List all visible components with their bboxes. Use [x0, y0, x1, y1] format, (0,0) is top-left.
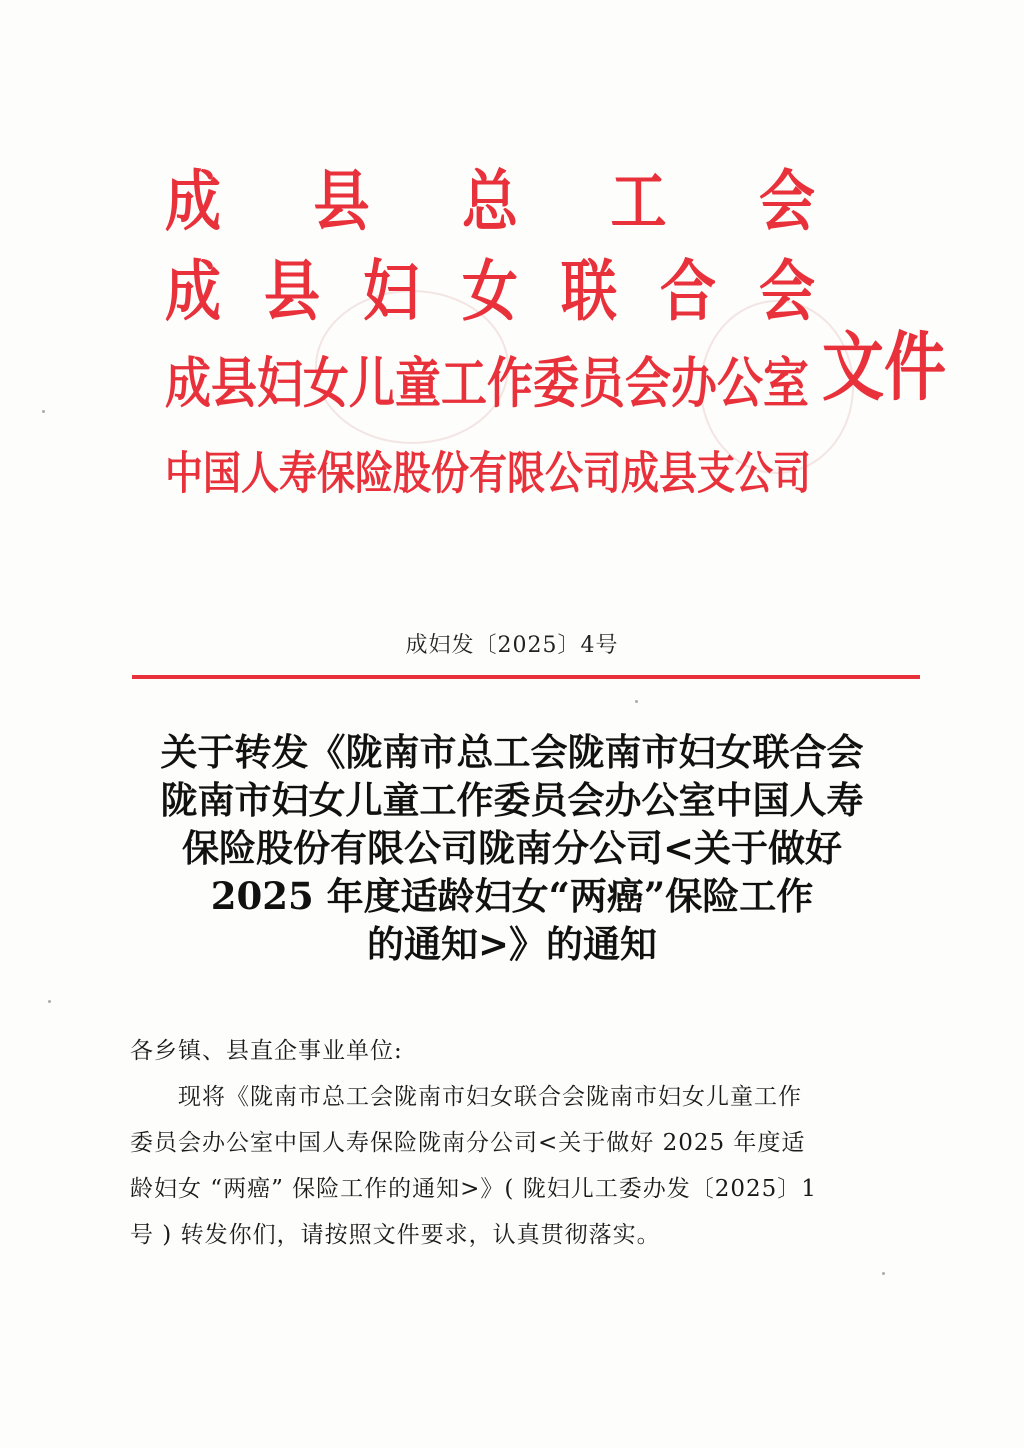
scan-speck: [882, 1272, 885, 1275]
scan-speck: [635, 700, 638, 703]
document-title: [120, 728, 904, 968]
issuer-header: [165, 164, 815, 528]
issuer-line-4: [165, 432, 815, 515]
issuer-char: 总: [462, 164, 518, 241]
body-line: 现将《陇南市总工会陇南市妇女联合会陇南市妇女儿童工作: [178, 1084, 802, 1110]
salutation: 各乡镇、县直企事业单位:: [130, 1038, 403, 1064]
issuer-line-2: [165, 252, 815, 335]
body-line: 委员会办公室中国人寿保险陇南分公司<关于做好 2025 年度适: [130, 1130, 806, 1156]
title-line: 2025 年度适龄妇女“两癌”保险工作: [210, 874, 814, 918]
body-line: 龄妇女 “两癌” 保险工作的通知>》( 陇妇儿工委办发〔2025〕1: [130, 1176, 817, 1202]
issuer-line-3: [165, 342, 815, 425]
issuer-char: 会: [759, 254, 815, 331]
issuer-char: 妇: [363, 254, 419, 331]
body-line: 号 ) 转发你们，请按照文件要求，认真贯彻落实。: [130, 1222, 661, 1248]
document-body: [130, 1028, 890, 1258]
scan-speck: [42, 410, 45, 413]
issuer-char: 县: [264, 254, 320, 331]
issuer-text: 中国人寿保险股份有限公司成县支公司: [165, 447, 812, 499]
title-line: 的通知>》的通知: [366, 922, 657, 966]
red-divider-rule: [132, 675, 920, 679]
issuer-char: 联: [561, 254, 617, 331]
issuer-char: 成: [165, 164, 221, 241]
document-number: 成妇发〔2025〕4号: [405, 633, 619, 658]
scan-speck: [48, 1000, 51, 1003]
issuer-char: 会: [759, 164, 815, 241]
title-line: 关于转发《陇南市总工会陇南市妇女联合会: [160, 730, 864, 774]
title-line: 保险股份有限公司陇南分公司<关于做好: [181, 826, 842, 870]
document-suffix-wenjian: 文件: [822, 323, 947, 412]
issuer-char: 工: [610, 164, 667, 241]
issuer-char: 成: [165, 254, 221, 331]
issuer-char: 县: [313, 164, 370, 241]
issuer-char: 女: [462, 254, 518, 331]
issuer-text: 成县妇女儿童工作委员会办公室: [165, 351, 809, 415]
issuer-line-1: [165, 162, 815, 245]
issuer-char: 合: [660, 254, 716, 331]
title-line: 陇南市妇女儿童工作委员会办公室中国人寿: [160, 778, 864, 822]
